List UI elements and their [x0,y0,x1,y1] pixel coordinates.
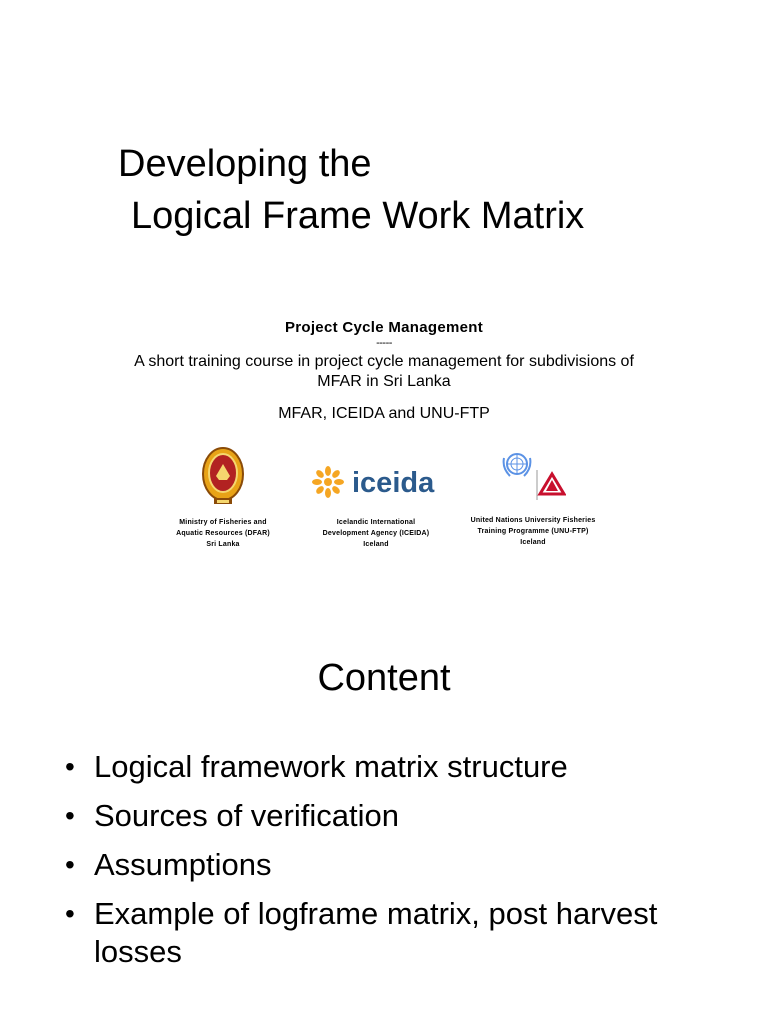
bullet-text: Logical framework matrix structure [94,749,568,784]
caption-line: Iceland [520,539,546,546]
unu-ftp-logo [534,470,566,500]
content-bullet-list [62,748,702,982]
course-name: Project Cycle Management [284,319,484,336]
slide-title-line-2: Logical Frame Work Matrix [131,195,585,237]
iceida-wordmark: iceida [352,467,435,499]
sri-lanka-emblem-logo [200,446,246,508]
bullet-icon: • [65,800,75,831]
caption-line: Sri Lanka [206,541,240,548]
content-slide-title: Content [317,657,451,699]
slide-title-line-1: Developing the [118,143,372,185]
subtitle-block [0,318,768,424]
bullet-icon: • [65,751,75,782]
caption-line: United Nations University Fisheries [470,517,596,524]
un-emblem-logo [500,450,534,480]
iceida-caption [296,517,456,550]
bullet-item [62,846,702,884]
mfar-caption [150,517,296,550]
caption-line: Iceland [363,541,389,548]
bullet-text: Example of logframe matrix, post harvest losses [94,896,658,969]
caption-line: Aquatic Resources (DFAR) [176,530,270,537]
caption-line: Icelandic International [336,519,416,526]
separator: ----- [376,337,392,349]
bullet-item [62,797,702,835]
sun-icon [312,466,344,498]
course-description: A short training course in project cycle management for subdivisions of MFAR in Sri Lanka [134,353,634,390]
caption-line: Development Agency (ICEIDA) [322,530,430,537]
bullet-icon: • [65,898,75,929]
caption-line: Ministry of Fisheries and [179,519,267,526]
bullet-item [62,748,702,786]
bullet-text: Assumptions [94,847,272,882]
unu-ftp-caption [460,515,606,548]
iceida-logo [312,462,444,502]
partners-line: MFAR, ICEIDA and UNU-FTP [278,405,490,422]
bullet-text: Sources of verification [94,798,399,833]
caption-line: Training Programme (UNU-FTP) [477,528,589,535]
bullet-icon: • [65,849,75,880]
bullet-item [62,895,702,971]
